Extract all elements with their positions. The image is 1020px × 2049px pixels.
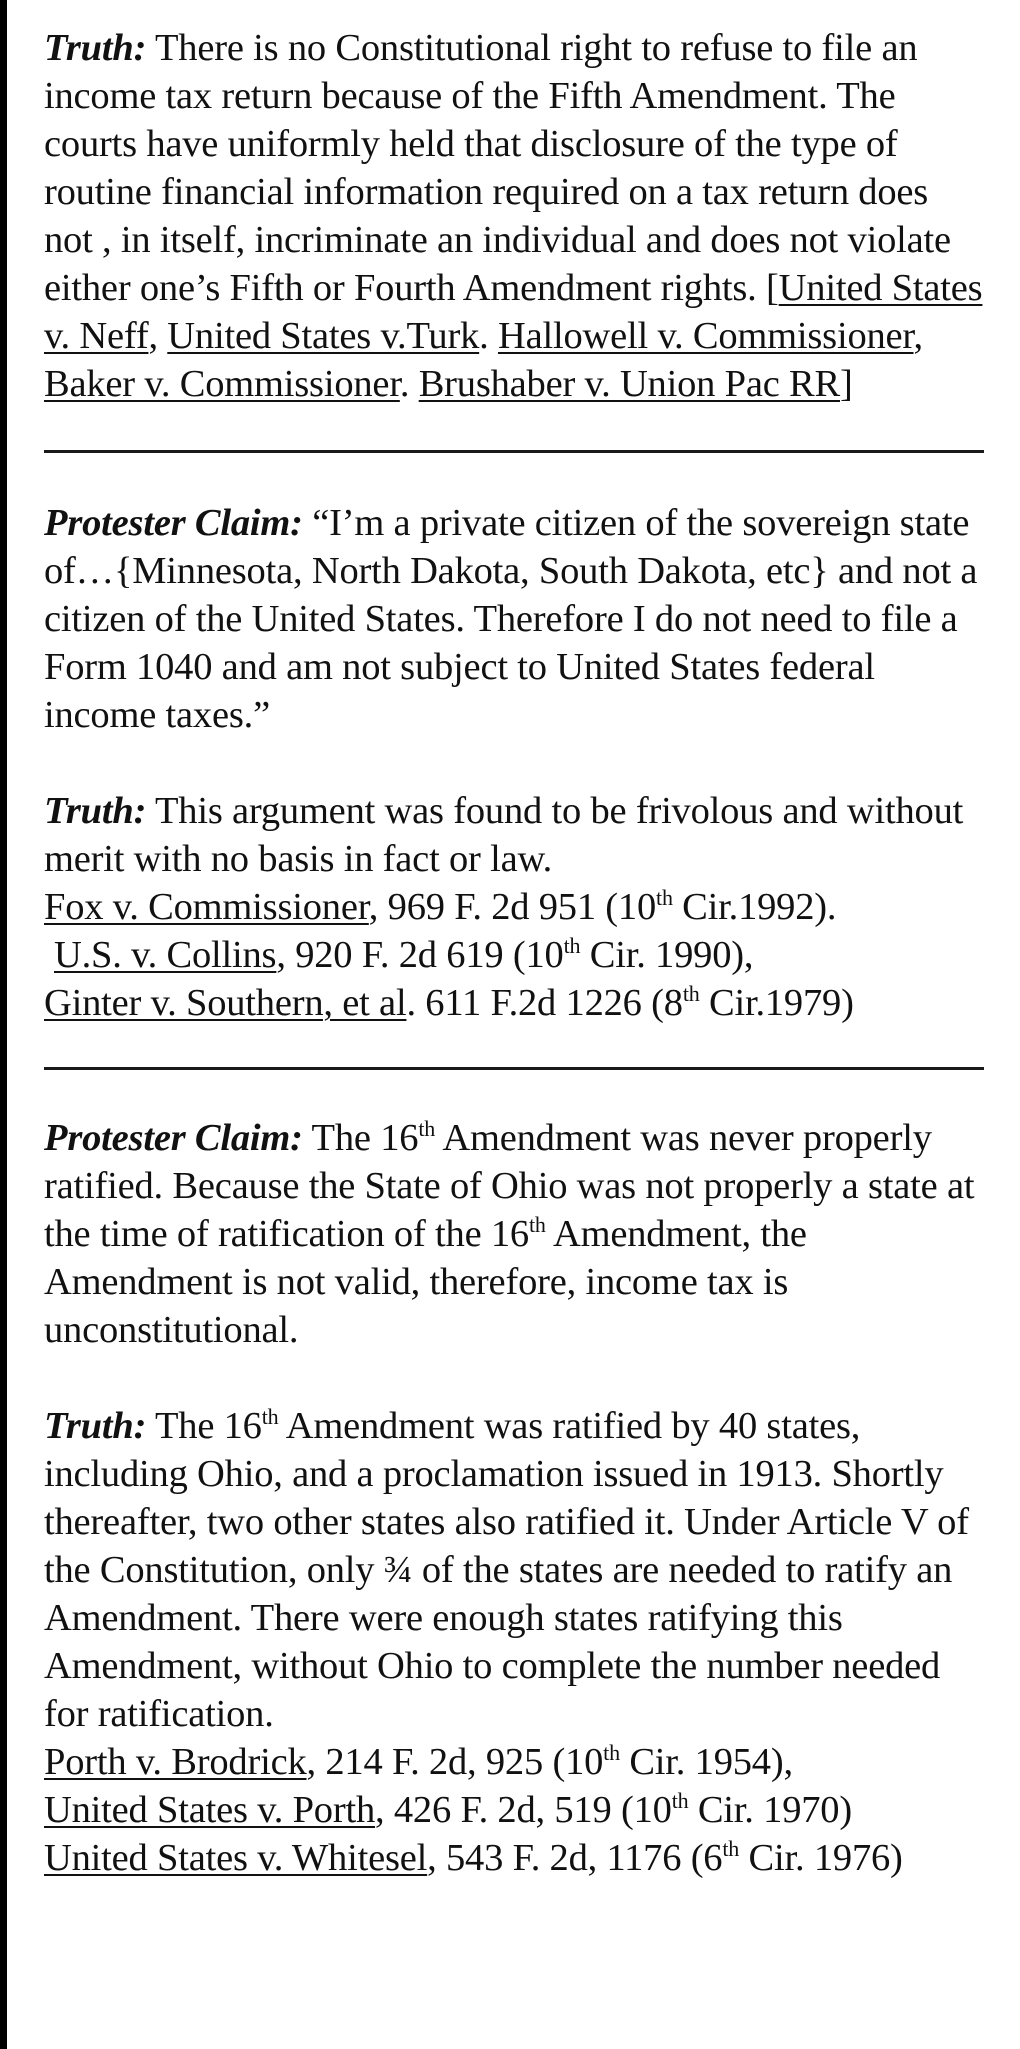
case-name-link[interactable]: U.S. v. Collins bbox=[54, 934, 277, 976]
case-citation bbox=[44, 931, 984, 979]
ordinal-suffix: th bbox=[722, 1836, 740, 1862]
truth-label: Truth: bbox=[44, 790, 147, 832]
ordinal-suffix: th bbox=[682, 981, 700, 1007]
case-name-link[interactable]: Porth v. Brodrick bbox=[44, 1741, 307, 1783]
ordinal-suffix: th bbox=[528, 1212, 546, 1238]
ordinal-suffix: th bbox=[563, 933, 581, 959]
case-reference: , 214 F. 2d, 925 (10 bbox=[306, 1741, 604, 1783]
citation-separator: , bbox=[913, 315, 923, 357]
citation-open-bracket: [ bbox=[766, 267, 779, 309]
case-name-link[interactable]: Fox v. Commissioner bbox=[44, 886, 369, 928]
case-name-link[interactable]: United States v. Porth bbox=[44, 1789, 376, 1831]
truth-paragraph-1 bbox=[44, 24, 984, 408]
case-reference: Cir. 1976) bbox=[739, 1837, 903, 1879]
spacer bbox=[44, 453, 984, 499]
case-citation bbox=[44, 1834, 984, 1882]
case-reference: Cir. 1990), bbox=[580, 934, 754, 976]
citation-separator: . bbox=[479, 315, 499, 357]
spacer bbox=[44, 1070, 984, 1114]
case-reference: , 426 F. 2d, 519 (10 bbox=[375, 1789, 672, 1831]
ordinal-suffix: th bbox=[418, 1116, 436, 1142]
document-page bbox=[44, 24, 984, 1882]
truth-text: This argument was found to be frivolous and without merit with no basis in fact or law. bbox=[44, 790, 964, 880]
case-reference: , 543 F. 2d, 1176 (6 bbox=[427, 1837, 723, 1879]
truth-text: There is no Constitutional right to refuse to file an income tax return because of the Fifth Amendment. The courts have uniformly held that disclosure of the type of routine financial information required on a tax return does not , in itself, incriminate an individual and does not violate either one’s Fifth or Fourth Amendment rights. bbox=[44, 27, 951, 309]
case-reference: , 920 F. 2d 619 (10 bbox=[276, 934, 564, 976]
case-reference: Cir. 1954), bbox=[619, 1741, 793, 1783]
citation-link[interactable]: United States v. Neff bbox=[44, 267, 983, 357]
truth-text: The 16 bbox=[154, 1405, 262, 1447]
spacer bbox=[44, 1354, 984, 1402]
case-citation bbox=[44, 1738, 984, 1786]
case-citation bbox=[44, 1786, 984, 1834]
claim-text: “I’m a private citizen of the sovereign state of…{Minnesota, North Dakota, South Dakota, etc} and not a citizen of the United States. Therefore I do not need to file a Form 1040 and am not subject to United States federal income taxes.” bbox=[44, 502, 978, 736]
case-citation bbox=[44, 883, 984, 931]
claim-text: Amendment, the Amendment is not valid, therefore, income tax is unconstitutional. bbox=[44, 1213, 807, 1351]
citation-link[interactable]: Brushaber v. Union Pac RR bbox=[418, 363, 840, 405]
truth-label: Truth: bbox=[44, 1405, 147, 1447]
citation-separator: . bbox=[399, 363, 419, 405]
truth-paragraph-3 bbox=[44, 1402, 984, 1738]
case-reference: Cir.1979) bbox=[699, 982, 854, 1024]
claim-text: Amendment was never properly ratified. Because the State of Ohio was not properly a state at the time of ratification of the 16 bbox=[44, 1117, 975, 1255]
page-left-border bbox=[0, 0, 7, 2049]
ordinal-suffix: th bbox=[656, 885, 673, 911]
case-reference: , 969 F. 2d 951 (10 bbox=[368, 886, 657, 928]
spacer bbox=[44, 739, 984, 787]
truth-label: Truth: bbox=[44, 27, 147, 69]
citation-link[interactable]: Hallowell v. Commissioner bbox=[498, 315, 914, 357]
citation-close-bracket: ] bbox=[840, 363, 853, 405]
case-name-link[interactable]: United States v. Whitesel bbox=[44, 1837, 428, 1879]
citation-link[interactable]: Baker v. Commissioner bbox=[44, 363, 400, 405]
claim-paragraph-2 bbox=[44, 499, 984, 739]
ordinal-suffix: th bbox=[603, 1740, 620, 1766]
citation-link[interactable]: United States v.Turk bbox=[167, 315, 480, 357]
truth-paragraph-2 bbox=[44, 787, 984, 883]
spacer bbox=[44, 1027, 984, 1067]
claim-label: Protester Claim: bbox=[44, 502, 303, 544]
case-reference: Cir. 1970) bbox=[688, 1789, 852, 1831]
claim-paragraph-3 bbox=[44, 1114, 984, 1354]
spacer bbox=[44, 408, 984, 450]
case-name-link[interactable]: Ginter v. Southern, et al bbox=[44, 982, 407, 1024]
ordinal-suffix: th bbox=[671, 1788, 689, 1814]
truth-text: Amendment was ratified by 40 states, including Ohio, and a proclamation issued in 1913. Shortly thereafter, two other states also ratified it. Under Article V of the Constitution, only ¾ of the states are needed to ratify an Amendment. There were enough states ratifying this Amendment, without Ohio to complete the number needed for ratification. bbox=[44, 1405, 969, 1735]
case-citation bbox=[44, 979, 984, 1027]
case-reference: Cir.1992). bbox=[672, 886, 837, 928]
claim-label: Protester Claim: bbox=[44, 1117, 303, 1159]
case-reference: . 611 F.2d 1226 (8 bbox=[406, 982, 683, 1024]
claim-text: The 16 bbox=[311, 1117, 419, 1159]
citation-separator: , bbox=[148, 315, 168, 357]
ordinal-suffix: th bbox=[261, 1404, 279, 1430]
